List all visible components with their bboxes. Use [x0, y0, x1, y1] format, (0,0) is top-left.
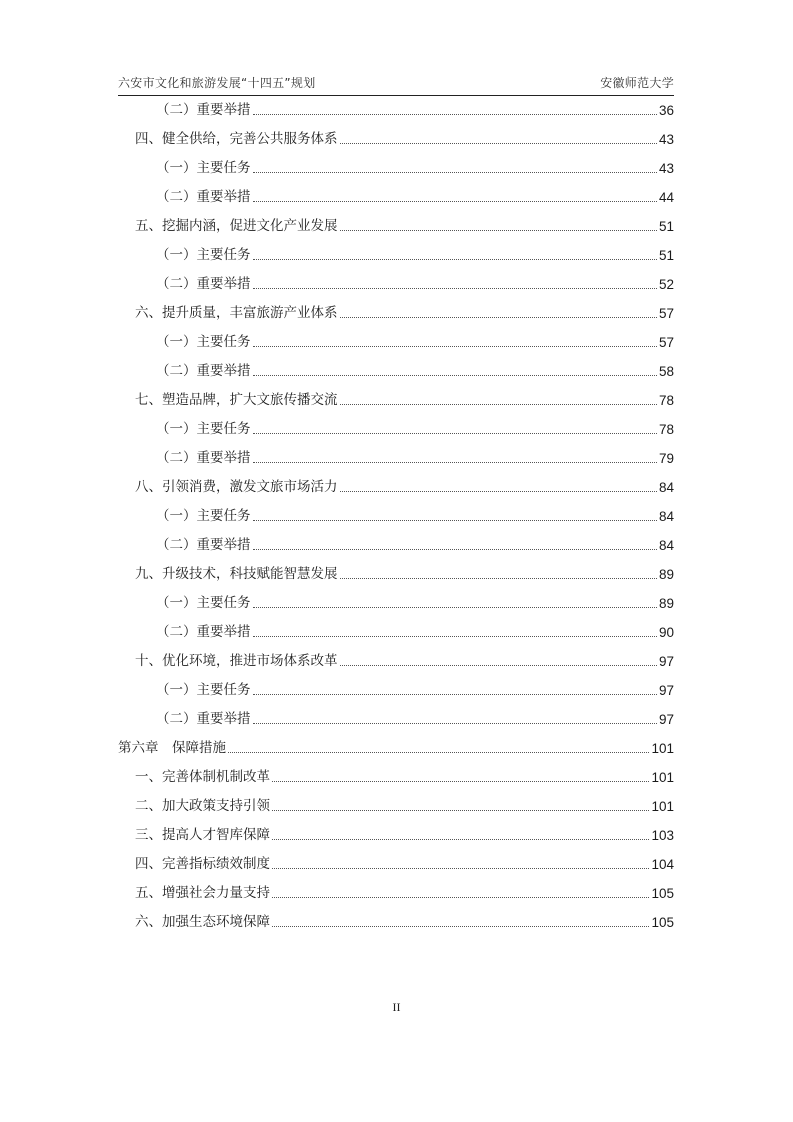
dot-leader	[253, 722, 657, 724]
toc-entry-title: 七、塑造品牌，扩大文旅传播交流	[135, 391, 338, 408]
toc-entry[interactable]	[118, 415, 674, 444]
toc-entry-page: 43	[658, 131, 674, 147]
dot-leader	[340, 316, 657, 318]
institution-name: 安徽师范大学	[600, 76, 674, 90]
toc-entry-title: （二）重要举措	[156, 188, 251, 205]
document-title: 六安市文化和旅游发展“十四五”规划	[118, 76, 316, 90]
toc-entry[interactable]	[118, 531, 674, 560]
toc-entry-title: （一）主要任务	[156, 420, 251, 437]
toc-entry-title: （一）主要任务	[156, 246, 251, 263]
dot-leader	[253, 171, 657, 173]
toc-entry[interactable]	[118, 241, 674, 270]
toc-entry-page: 84	[658, 479, 674, 495]
toc-entry[interactable]	[118, 328, 674, 357]
toc-entry-title: （二）重要举措	[156, 623, 251, 640]
toc-entry[interactable]	[118, 270, 674, 299]
toc-entry-title: （一）主要任务	[156, 159, 251, 176]
toc-entry-page: 78	[658, 392, 674, 408]
toc-entry-page: 58	[658, 363, 674, 379]
dot-leader	[253, 519, 657, 521]
page-number: II	[392, 1000, 401, 1014]
toc-entry[interactable]	[118, 386, 674, 415]
table-of-contents	[118, 96, 674, 937]
dot-leader	[340, 403, 657, 405]
toc-entry-title: 四、健全供给，完善公共服务体系	[135, 130, 338, 147]
toc-entry[interactable]	[118, 212, 674, 241]
toc-entry[interactable]	[118, 96, 674, 125]
toc-entry-page: 84	[658, 508, 674, 524]
dot-leader	[340, 229, 657, 231]
dot-leader	[253, 258, 657, 260]
toc-entry-title: （二）重要举措	[156, 536, 251, 553]
toc-entry-page: 89	[658, 595, 674, 611]
toc-entry[interactable]	[118, 357, 674, 386]
toc-entry-title: 二、加大政策支持引领	[135, 797, 270, 814]
toc-entry-page: 90	[658, 624, 674, 640]
toc-entry-title: （一）主要任务	[156, 507, 251, 524]
toc-entry-page: 105	[651, 914, 674, 930]
dot-leader	[272, 838, 649, 840]
dot-leader	[272, 925, 649, 927]
toc-entry[interactable]	[118, 647, 674, 676]
page-header	[118, 74, 674, 94]
toc-entry[interactable]	[118, 908, 674, 937]
toc-entry-title: 五、增强社会力量支持	[135, 884, 270, 901]
toc-entry-page: 79	[658, 450, 674, 466]
toc-entry-page: 105	[651, 885, 674, 901]
dot-leader	[253, 432, 657, 434]
toc-entry-page: 57	[658, 305, 674, 321]
dot-leader	[253, 200, 657, 202]
dot-leader	[253, 345, 657, 347]
toc-entry[interactable]	[118, 734, 674, 763]
toc-entry[interactable]	[118, 154, 674, 183]
toc-entry-title: 六、提升质量，丰富旅游产业体系	[135, 304, 338, 321]
dot-leader	[340, 490, 657, 492]
dot-leader	[253, 635, 657, 637]
toc-entry-page: 51	[658, 247, 674, 263]
toc-entry-title: 四、完善指标绩效制度	[135, 855, 270, 872]
toc-entry[interactable]	[118, 183, 674, 212]
toc-entry-page: 101	[651, 769, 674, 785]
toc-entry-title: 五、挖掘内涵，促进文化产业发展	[135, 217, 338, 234]
toc-entry[interactable]	[118, 444, 674, 473]
toc-entry-title: 六、加强生态环境保障	[135, 913, 270, 930]
toc-entry-title: 十、优化环境，推进市场体系改革	[135, 652, 338, 669]
toc-entry-title: （二）重要举措	[156, 710, 251, 727]
dot-leader	[253, 287, 657, 289]
dot-leader	[340, 664, 657, 666]
toc-entry-page: 44	[658, 189, 674, 205]
toc-entry-title: （一）主要任务	[156, 333, 251, 350]
toc-entry-page: 103	[651, 827, 674, 843]
dot-leader	[253, 693, 657, 695]
toc-entry-title: 三、提高人才智库保障	[135, 826, 270, 843]
toc-entry-page: 84	[658, 537, 674, 553]
toc-entry-page: 52	[658, 276, 674, 292]
dot-leader	[272, 896, 649, 898]
toc-entry[interactable]	[118, 676, 674, 705]
dot-leader	[253, 548, 657, 550]
toc-entry[interactable]	[118, 705, 674, 734]
dot-leader	[272, 867, 649, 869]
dot-leader	[272, 809, 649, 811]
toc-entry-title: 八、引领消费，激发文旅市场活力	[135, 478, 338, 495]
toc-entry-title: （一）主要任务	[156, 681, 251, 698]
toc-entry-title: （二）重要举措	[156, 101, 251, 118]
toc-entry-page: 78	[658, 421, 674, 437]
toc-entry[interactable]	[118, 618, 674, 647]
dot-leader	[228, 751, 649, 753]
dot-leader	[340, 142, 657, 144]
toc-entry-page: 89	[658, 566, 674, 582]
toc-entry-title: 九、升级技术，科技赋能智慧发展	[135, 565, 338, 582]
dot-leader	[253, 461, 657, 463]
toc-entry[interactable]	[118, 125, 674, 154]
toc-entry-page: 97	[658, 653, 674, 669]
toc-entry-page: 101	[651, 798, 674, 814]
toc-entry-page: 97	[658, 711, 674, 727]
toc-entry-page: 57	[658, 334, 674, 350]
toc-entry[interactable]	[118, 850, 674, 879]
toc-entry-title: （二）重要举措	[156, 449, 251, 466]
toc-entry-title: 第六章 保障措施	[118, 739, 226, 756]
toc-entry[interactable]	[118, 821, 674, 850]
toc-entry-page: 101	[651, 740, 674, 756]
toc-entry[interactable]	[118, 792, 674, 821]
toc-entry-title: （二）重要举措	[156, 362, 251, 379]
toc-entry-page: 43	[658, 160, 674, 176]
dot-leader	[272, 780, 649, 782]
toc-entry-title: 一、完善体制机制改革	[135, 768, 270, 785]
toc-entry[interactable]	[118, 299, 674, 328]
dot-leader	[253, 606, 657, 608]
toc-entry[interactable]	[118, 879, 674, 908]
toc-entry[interactable]	[118, 473, 674, 502]
toc-entry[interactable]	[118, 763, 674, 792]
toc-entry-page: 51	[658, 218, 674, 234]
toc-entry[interactable]	[118, 560, 674, 589]
toc-entry-page: 97	[658, 682, 674, 698]
toc-entry-title: （一）主要任务	[156, 594, 251, 611]
dot-leader	[340, 577, 657, 579]
toc-entry-page: 104	[651, 856, 674, 872]
toc-entry[interactable]	[118, 502, 674, 531]
dot-leader	[253, 113, 657, 115]
toc-entry-title: （二）重要举措	[156, 275, 251, 292]
dot-leader	[253, 374, 657, 376]
toc-entry-page: 36	[658, 102, 674, 118]
toc-entry[interactable]	[118, 589, 674, 618]
